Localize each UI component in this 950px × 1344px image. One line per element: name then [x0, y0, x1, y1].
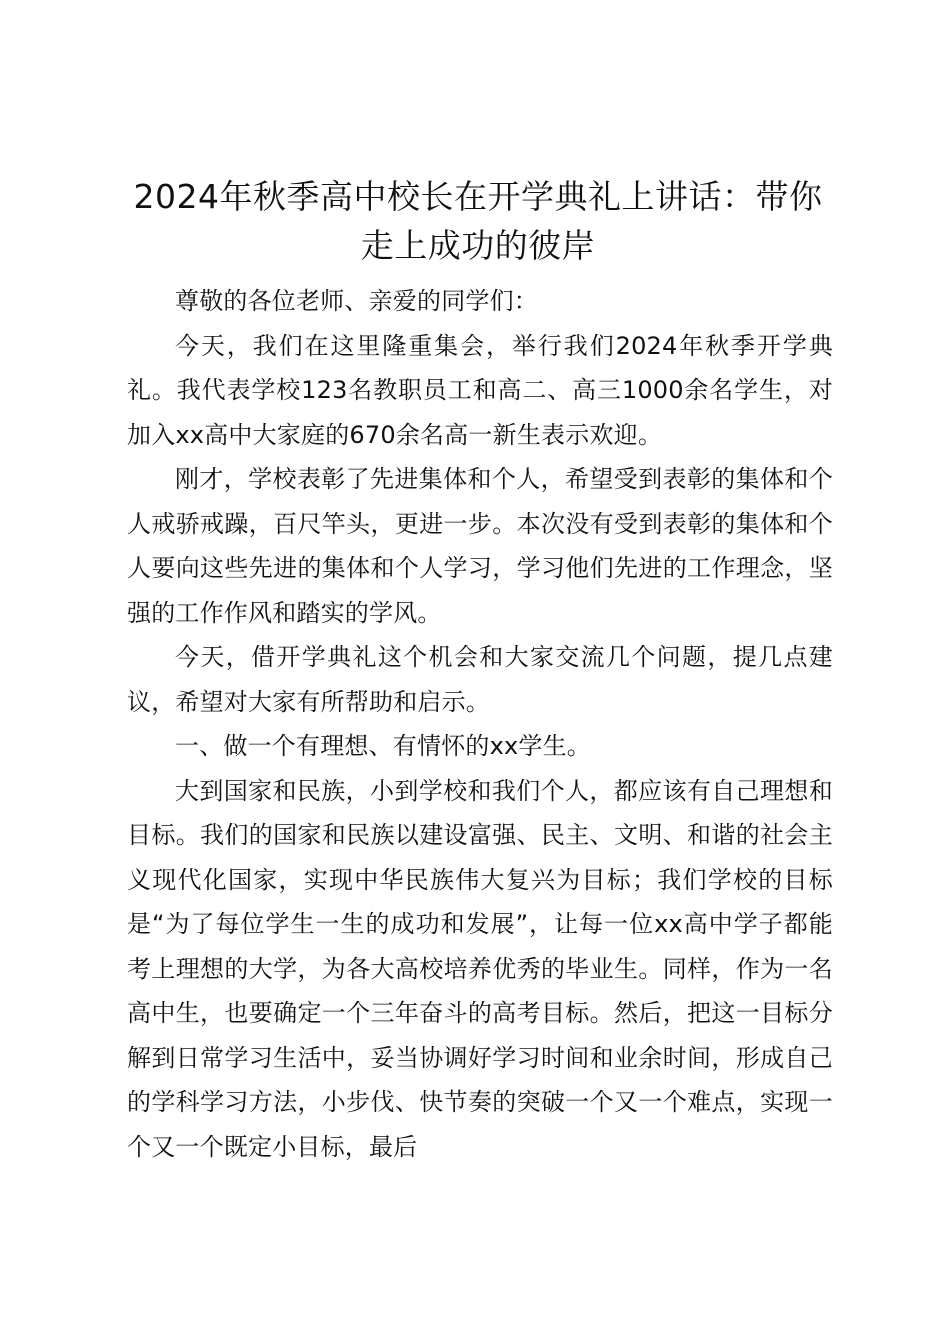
document-body — [127, 279, 833, 1169]
paragraph-salutation: 尊敬的各位老师、亲爱的同学们： — [175, 287, 538, 315]
document-title: 2024年秋季高中校长在开学典礼上讲话：带你走上成功的彼岸 — [133, 177, 823, 265]
paragraph-ideals: 大到国家和民族，小到学校和我们个人，都应该有自己理想和目标。我们的国家和民族以建设富强、民主、文明、和谐的社会主义现代化国家，实现中华民族伟大复兴为目标；我们学校的目标是“为了每位学生一生的成功和发展”，让每一位xx高中学子都能考上理想的大学，为各大高校培养优秀的毕业生。同样，作为一名高中生，也要确定一个三年奋斗的高考目标。然后，把这一目标分解到日常学习生活中，妥当协调好学习时间和业余时间，形成自己的学科学习方法，小步伐、快节奏的突破一个又一个难点，实现一个又一个既定小目标，最后 — [127, 776, 833, 1161]
paragraph-welcome: 今天，我们在这里隆重集会，举行我们2024年秋季开学典礼。我代表学校123名教职员工和高二、高三1000余名学生，对加入xx高中大家庭的670余名高一新生表示欢迎。 — [127, 331, 833, 449]
paragraph-commendation: 刚才，学校表彰了先进集体和个人，希望受到表彰的集体和个人戒骄戒躁，百尺竿头，更进一步。本次没有受到表彰的集体和个人要向这些先进的集体和个人学习，学习他们先进的工作理念，坚强的工作作风和踏实的学风。 — [127, 465, 833, 627]
paragraph-intro: 今天，借开学典礼这个机会和大家交流几个问题，提几点建议，希望对大家有所帮助和启示。 — [127, 643, 833, 716]
section-heading-1: 一、做一个有理想、有情怀的xx学生。 — [175, 732, 592, 760]
